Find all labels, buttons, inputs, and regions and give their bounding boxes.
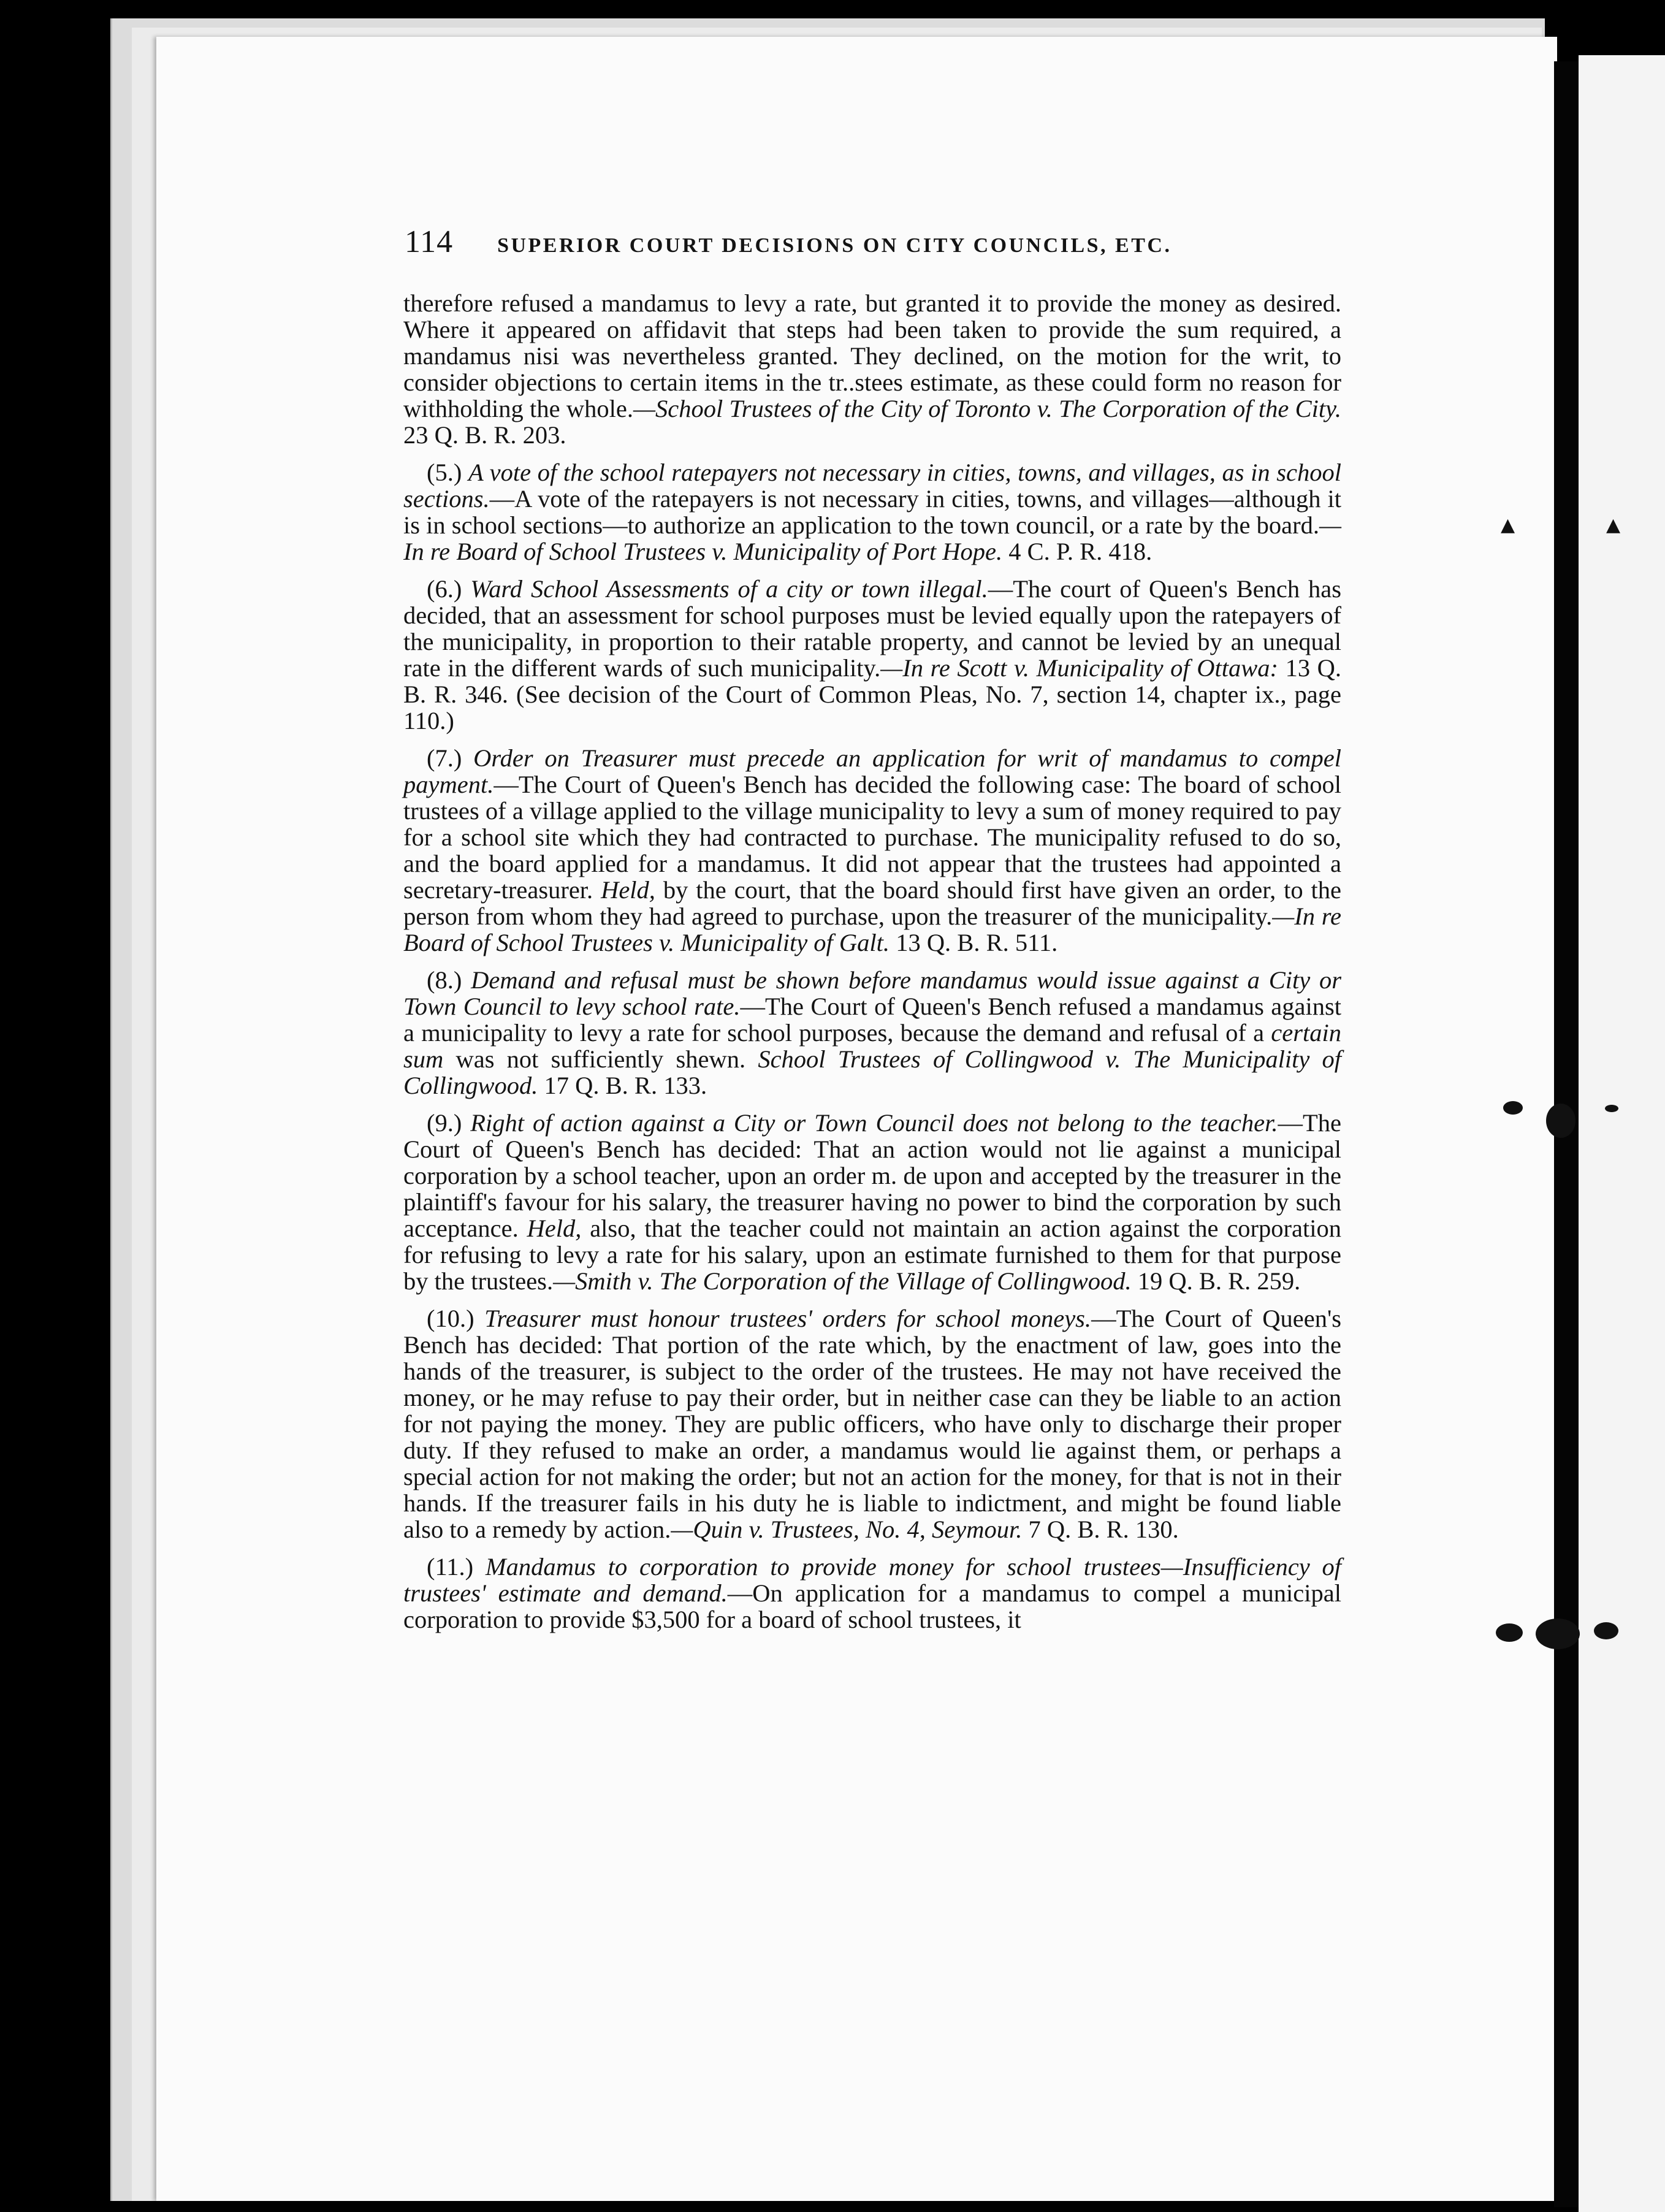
paragraph-heading: Demand and refusal must be shown before mandamus would issue against a City or Town Council to levy school rate. [403, 966, 1341, 1020]
case-citation: 17 Q. B. R. 133. [544, 1072, 707, 1099]
paragraph-heading: Mandamus to corporation to provide money for school trustees—Insufficiency of trustees' estimate and demand. [403, 1553, 1342, 1607]
case-citation: 4 C. P. R. 418. [1008, 538, 1153, 565]
case-citation: 13 Q. B. R. 511. [896, 929, 1058, 956]
paragraph-5 [403, 459, 1341, 565]
paragraph-heading: Right of action against a City or Town Council does not belong to the teacher. [470, 1109, 1278, 1137]
paragraph-text: —The Court of Queen's Bench has decided: That an action would not lie against a municipal corporation by a school teacher, upon an order m. de upon and accepted by the treasurer in the plaintiff's favour for his salary, the treasurer having no power to bind the corporation by such acceptance. [403, 1109, 1341, 1242]
page-number: 114 [405, 224, 454, 259]
case-name: —In re Board of School Trustees v. Municipality of Port Hope. [403, 511, 1341, 565]
paragraph-7 [403, 745, 1341, 956]
paragraph-9 [403, 1110, 1341, 1294]
page-text [403, 224, 1341, 1644]
paragraph-number: (6.) [427, 575, 462, 603]
paragraph-11 [403, 1554, 1341, 1633]
case-citation: 13 Q. B. R. 346. (See decision of the Court of Common Pleas, No. 7, section 14, chapter ix., page 110.) [403, 654, 1342, 734]
paragraph-heading: Treasurer must honour trustees' orders for school moneys. [484, 1305, 1092, 1332]
case-name: —Quin v. Trustees, No. 4, Seymour. [671, 1516, 1023, 1543]
paragraph-text: —The Court of Queen's Bench refused a mandamus against a municipality to levy a rate for school purposes, because the demand and refusal of a [403, 993, 1341, 1047]
held-text: also, that the teacher could not maintain an action against the corporation for refusing to levy a rate for his salary, upon an estimate furnished to them for that purpose by the trustees. [403, 1215, 1342, 1295]
paragraph-number: (8.) [427, 966, 462, 994]
paragraph-number: (10.) [427, 1305, 474, 1332]
facing-page-edge [1579, 55, 1665, 2212]
case-name: School Trustees of Collingwood v. The Municipality of Collingwood. [403, 1045, 1342, 1099]
paragraph-8 [403, 967, 1341, 1099]
ink-blot [1594, 1622, 1618, 1639]
paragraph-text: —The Court of Queen's Bench has decided: That portion of the rate which, by the enactment of law, goes into the hands of the treasurer, is subject to the order of the trustees. He may not have received the money, or he may refuse to pay their order, but in neither case can they be liable to an action for not paying the money. They are public officers, who have only to discharge their proper duty. If they refused to make an order, a mandamus would lie against them, or perhaps a special action for not making the order; but not an action for the money, for that is not in their hands. If the treasurer fails in his duty he is liable to indictment, and might be found liable also to a remedy by action. [403, 1305, 1342, 1543]
paragraph-6 [403, 576, 1341, 734]
body-text [403, 290, 1341, 1633]
paragraph-text: —The court of Queen's Bench has decided, that an assessment for school purposes must be levied equally upon the ratepayers of the municipality, in proportion to their ratable property, and cannot be levied by an unequal rate in the different wards of such municipality. [403, 575, 1341, 682]
case-name: —In re Scott v. Municipality of Ottawa: [880, 654, 1278, 682]
case-name: —School Trustees of the City of Toronto v. The Corporation of the City. [633, 395, 1341, 422]
ink-blot [1536, 1619, 1580, 1649]
paragraph-number: (11.) [427, 1553, 474, 1581]
running-title: SUPERIOR COURT DECISIONS ON CITY COUNCILS, ETC. [497, 234, 1172, 257]
paragraph-text: —A vote of the ratepayers is not necessary in cities, towns, and villages—although it is in school sections—to authorize an application to the town council, or a rate by the board. [403, 485, 1341, 539]
paragraph-text: therefore refused a mandamus to levy a rate, but granted it to provide the money as desired. Where it appeared on affidavit that steps had been taken to provide the sum required, a mandamus nisi was nevertheless granted. They declined, on the motion for the writ, to consider objections to certain items in the tr..stees estimate, as these could form no reason for withholding the whole. [403, 289, 1341, 422]
ink-blot [1546, 1104, 1575, 1138]
paragraph-heading: Order on Treasurer must precede an application for writ of mandamus to compel payment. [403, 744, 1341, 798]
paragraph-10 [403, 1305, 1341, 1543]
running-head [405, 224, 1341, 267]
ink-blot [1496, 1623, 1523, 1642]
paragraph-number: (5.) [427, 459, 462, 486]
held-text: by the court, that the board should first have given an order, to the person from whom they had agreed to purchase, upon the treasurer of the municipality. [403, 876, 1342, 930]
paragraph-text: was not sufficiently shewn. [455, 1045, 746, 1073]
case-citation: 7 Q. B. R. 130. [1028, 1516, 1179, 1543]
ink-blot [1605, 1105, 1618, 1112]
paragraph-emphasis: certain sum [403, 1019, 1341, 1073]
paragraph-continued [403, 290, 1341, 448]
caret-mark-icon: ▲ [1606, 514, 1621, 536]
held-label: Held, [601, 876, 655, 904]
paragraph-text: —The Court of Queen's Bench has decided the following case: The board of school trustees of a village applied to the village municipality to levy a sum of money required to pay for a school site which they had contracted to purchase. The municipality refused to do so, and the board applied for a mandamus. It did not appear that the trustees had appointed a secretary-treasurer. [403, 771, 1341, 904]
paragraph-number: (9.) [427, 1109, 462, 1137]
ink-blot [1503, 1101, 1523, 1115]
case-citation: 23 Q. B. R. 203. [403, 421, 566, 449]
case-name: —In re Board of School Trustees v. Municipality of Galt. [403, 902, 1341, 956]
held-label: Held, [527, 1215, 582, 1242]
paragraph-heading: A vote of the school ratepayers not necessary in cities, towns, and villages, as in school sections. [403, 459, 1341, 513]
case-citation: 19 Q. B. R. 259. [1137, 1267, 1301, 1295]
caret-mark-icon: ▲ [1501, 514, 1515, 536]
paragraph-number: (7.) [427, 744, 462, 772]
paragraph-heading: Ward School Assessments of a city or town illegal. [470, 575, 988, 603]
case-name: —Smith v. The Corporation of the Village of Collingwood. [553, 1267, 1132, 1295]
paragraph-text: —On application for a mandamus to compel a municipal corporation to provide $3,500 for a board of school trustees, it [403, 1579, 1342, 1633]
